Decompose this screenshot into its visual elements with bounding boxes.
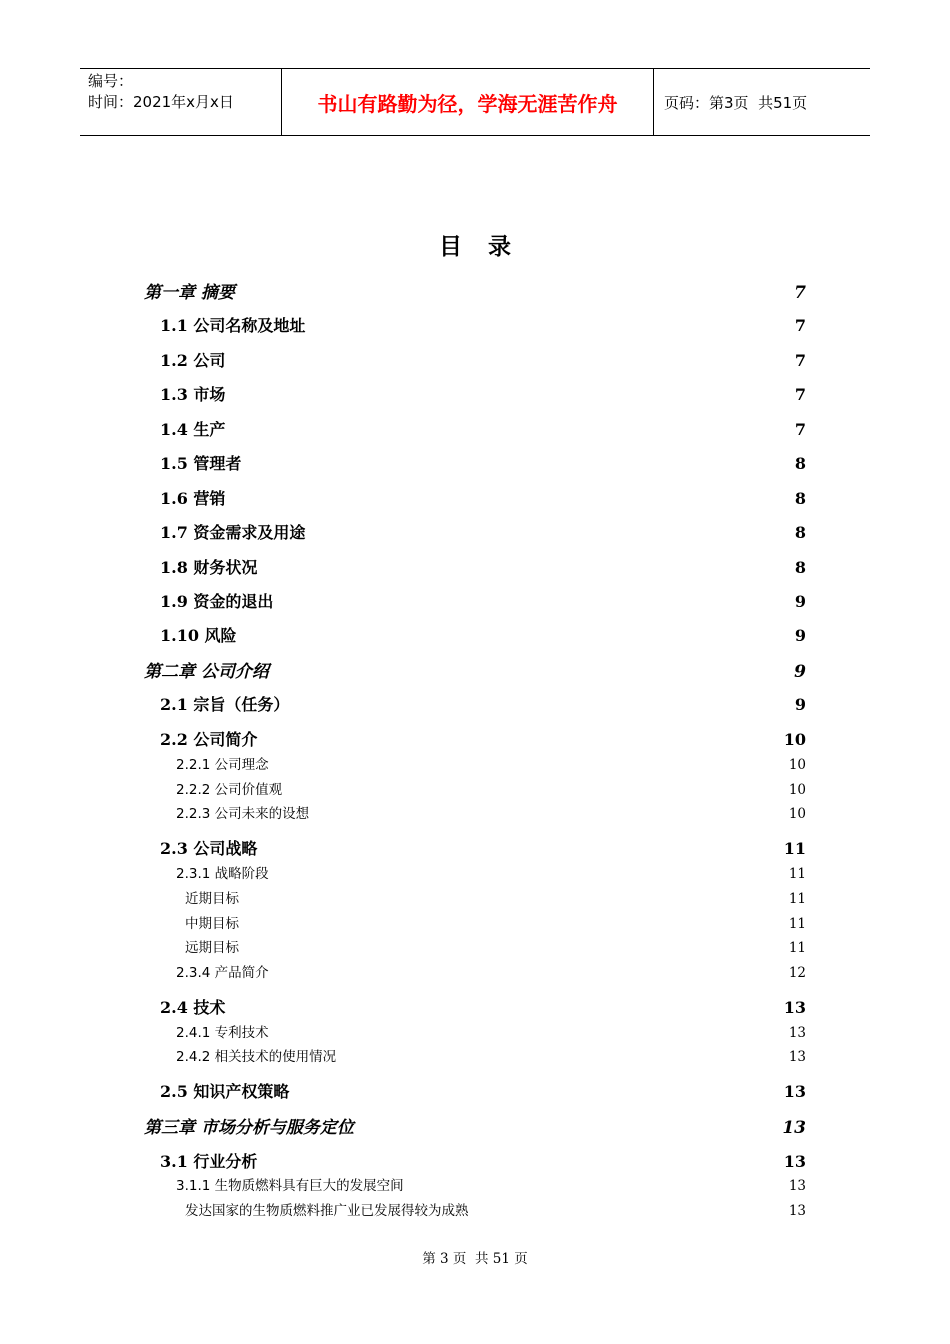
toc-entry-label: 远期目标 <box>185 940 239 956</box>
toc-entry-label: 3.1 行业分析 <box>160 1152 258 1171</box>
toc-entry-item[interactable] <box>185 1199 806 1219</box>
toc-entry-label: 1.6 营销 <box>160 489 226 508</box>
toc-entry-label: 1.8 财务状况 <box>160 558 258 577</box>
toc-entry-page: 10 <box>788 806 806 822</box>
toc-entry-page: 13 <box>788 1178 806 1194</box>
header-number-label: 编号： <box>88 72 134 90</box>
toc-entry-label: 发达国家的生物质燃料推广业已发展得较为成熟 <box>185 1203 469 1219</box>
toc-entry-section[interactable] <box>160 520 806 542</box>
toc-entry-page: 12 <box>788 965 806 981</box>
toc-entry-label: 1.7 资金需求及用途 <box>160 523 306 542</box>
toc-entry-label: 1.1 公司名称及地址 <box>160 316 306 335</box>
toc-entry-page: 9 <box>794 626 806 645</box>
toc-entry-label: 2.2.2 公司价值观 <box>176 782 283 798</box>
toc-entry-page: 8 <box>794 454 806 473</box>
toc-entry-section[interactable] <box>160 486 806 508</box>
toc-entry-label: 1.5 管理者 <box>160 454 242 473</box>
toc-entry-subsection[interactable] <box>176 802 806 822</box>
header-time-label: 时间：2021年x月x日 <box>88 93 234 111</box>
toc-entry-section[interactable] <box>160 382 806 404</box>
toc-entry-section[interactable] <box>160 555 806 577</box>
toc-entry-page: 8 <box>794 523 806 542</box>
toc-entry-label: 2.3 公司战略 <box>160 839 258 858</box>
toc-entry-page: 7 <box>794 351 806 370</box>
toc-entry-label: 2.5 知识产权策略 <box>160 1082 290 1101</box>
toc-entry-section[interactable] <box>160 727 806 749</box>
toc-entry-subsection[interactable] <box>176 753 806 773</box>
toc-entry-label: 2.2 公司简介 <box>160 730 258 749</box>
toc-entry-chapter[interactable] <box>144 657 806 681</box>
toc-entry-page: 11 <box>788 866 806 882</box>
toc-entry-item[interactable] <box>185 887 806 907</box>
toc-entry-section[interactable] <box>160 623 806 645</box>
toc-entry-section[interactable] <box>160 589 806 611</box>
header-motto: 书山有路勤为径，学海无涯苦作舟 <box>282 69 654 135</box>
toc-entry-page: 13 <box>783 1152 806 1171</box>
page-footer: 第 3 页 共 51 页 <box>422 1251 528 1267</box>
toc-entry-subsection[interactable] <box>176 961 806 981</box>
toc-entry-subsection[interactable] <box>176 1021 806 1041</box>
toc-entry-label: 3.1.1 生物质燃料具有巨大的发展空间 <box>176 1178 404 1194</box>
toc-entry-section[interactable] <box>160 451 806 473</box>
toc-entry-page: 13 <box>782 1118 806 1138</box>
toc-entry-label: 1.2 公司 <box>160 351 226 370</box>
header-page-info: 页码：第3页 共51页 <box>664 93 808 112</box>
toc-entry-page: 7 <box>794 385 806 404</box>
toc-title: 目录 <box>439 234 537 260</box>
toc-entry-label: 1.3 市场 <box>160 385 226 404</box>
toc-entry-section[interactable] <box>160 836 806 858</box>
toc-entry-label: 1.4 生产 <box>160 420 226 439</box>
toc-entry-label: 2.1 宗旨（任务） <box>160 695 290 714</box>
toc-entry-item[interactable] <box>185 936 806 956</box>
toc-entry-label: 第二章 公司介绍 <box>144 662 269 682</box>
toc-entry-section[interactable] <box>160 692 806 714</box>
toc-entry-section[interactable] <box>160 313 806 335</box>
toc-entry-page: 13 <box>783 998 806 1017</box>
toc-entry-label: 2.3.1 战略阶段 <box>176 866 269 882</box>
toc-entry-subsection[interactable] <box>176 1174 806 1194</box>
toc-entry-page: 11 <box>788 916 806 932</box>
toc-entry-label: 中期目标 <box>185 916 239 932</box>
toc-entry-page: 9 <box>794 695 806 714</box>
toc-entry-label: 近期目标 <box>185 891 239 907</box>
toc-entry-label: 2.4.2 相关技术的使用情况 <box>176 1049 337 1065</box>
toc-entry-page: 11 <box>788 940 806 956</box>
toc-entry-page: 8 <box>794 489 806 508</box>
toc-entry-page: 10 <box>788 782 806 798</box>
toc-entry-label: 2.4 技术 <box>160 998 226 1017</box>
toc-entry-page: 10 <box>788 757 806 773</box>
toc-entry-page: 7 <box>794 283 806 303</box>
toc-entry-page: 8 <box>794 558 806 577</box>
toc-entry-section[interactable] <box>160 1079 806 1101</box>
toc-entry-label: 第一章 摘要 <box>144 283 235 303</box>
toc-entry-subsection[interactable] <box>176 778 806 798</box>
toc-entry-label: 2.3.4 产品简介 <box>176 965 269 981</box>
toc-entry-section[interactable] <box>160 995 806 1017</box>
header-left-cell <box>80 69 282 135</box>
toc-entry-page: 13 <box>788 1049 806 1065</box>
toc-entry-label: 2.2.3 公司未来的设想 <box>176 806 310 822</box>
toc-entry-page: 9 <box>794 592 806 611</box>
toc-entry-chapter[interactable] <box>144 278 806 302</box>
toc-entry-section[interactable] <box>160 348 806 370</box>
toc-entry-page: 10 <box>783 730 806 749</box>
toc-entry-subsection[interactable] <box>176 1045 806 1065</box>
toc-entry-label: 第三章 市场分析与服务定位 <box>144 1118 354 1138</box>
toc-entry-page: 13 <box>788 1203 806 1219</box>
toc-entry-label: 2.2.1 公司理念 <box>176 757 269 773</box>
toc-entry-subsection[interactable] <box>176 862 806 882</box>
toc-entry-page: 7 <box>794 316 806 335</box>
toc-entry-label: 2.4.1 专利技术 <box>176 1025 269 1041</box>
toc-entry-section[interactable] <box>160 1149 806 1171</box>
toc-entry-label: 1.9 资金的退出 <box>160 592 274 611</box>
toc-entry-page: 13 <box>788 1025 806 1041</box>
toc-entry-chapter[interactable] <box>144 1113 806 1137</box>
toc-entry-page: 11 <box>788 891 806 907</box>
toc-entry-page: 13 <box>783 1082 806 1101</box>
toc-entry-page: 11 <box>783 839 806 858</box>
header-table <box>80 68 870 136</box>
header-page-info-cell <box>654 69 870 135</box>
toc-entry-page: 9 <box>794 662 806 682</box>
toc-entry-label: 1.10 风险 <box>160 626 237 645</box>
toc-entry-item[interactable] <box>185 912 806 932</box>
toc-entry-section[interactable] <box>160 417 806 439</box>
toc-entry-page: 7 <box>794 420 806 439</box>
